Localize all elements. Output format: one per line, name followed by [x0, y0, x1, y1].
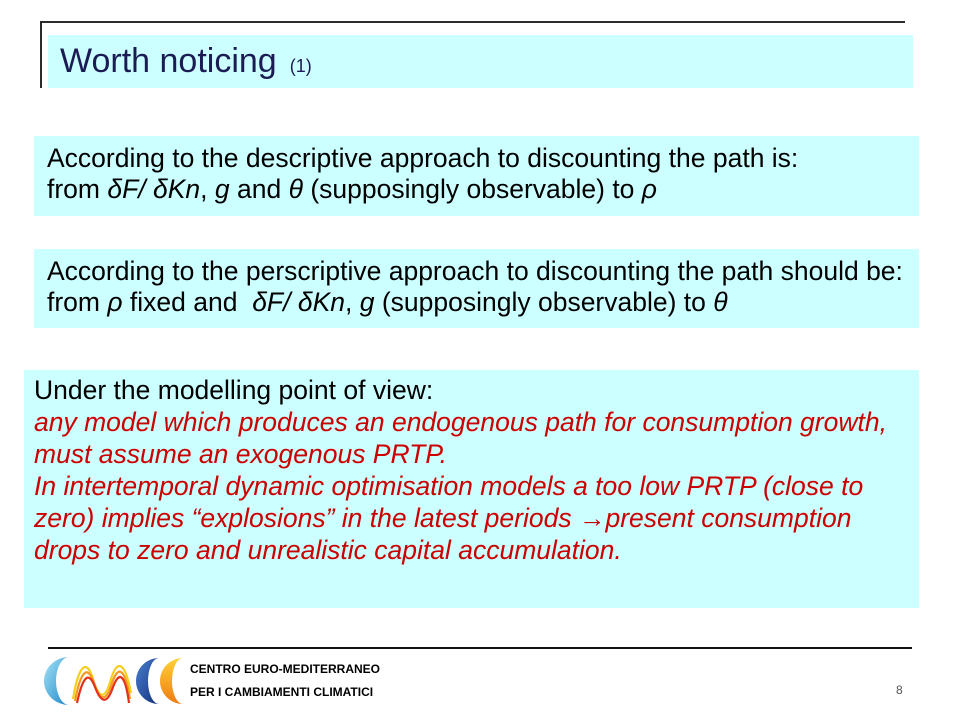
text-segment: from [47, 287, 108, 317]
title-bar [48, 35, 913, 88]
text-segment: , [344, 287, 360, 317]
modelling-line-1: any model which produces an endogenous path for consumption growth, [34, 407, 887, 437]
modelling-line-5: drops to zero and unrealistic capital accumulation. [34, 535, 622, 565]
logo-cyan-crescent [44, 657, 69, 705]
logo-wave-yellow [73, 666, 131, 699]
cmcc-logo-icon [42, 655, 184, 707]
left-rule [40, 21, 42, 88]
modelling-line-4: zero) implies “explosions” in the latest periods →present consumption [34, 503, 852, 533]
descriptive-line-2 [47, 174, 919, 205]
logo-wave-orange [75, 672, 130, 701]
slide-title-suffix: (1) [289, 56, 312, 76]
logo-orange-crescent [160, 658, 183, 704]
text-segment: (supposingly observable) to [302, 174, 642, 204]
slide-title: Worth noticing [60, 42, 277, 80]
modelling-heading: Under the modelling point of view: [34, 375, 434, 405]
org-name-line-2: PER I CAMBIAMENTI CLIMATICI [190, 685, 374, 699]
math-symbol: δF/ δKn [107, 174, 201, 204]
logo-wave-red [77, 677, 129, 703]
text-segment: fixed and [122, 287, 253, 317]
prescriptive-line-2 [47, 287, 919, 318]
text-segment: , [200, 174, 215, 204]
logo-blue-crescent [136, 658, 159, 704]
math-symbol: ρ [641, 174, 657, 204]
modelling-line-2: must assume an exogenous PRTP. [34, 439, 447, 469]
math-symbol: ρ [107, 287, 123, 317]
descriptive-line-1: According to the descriptive approach to discounting the path is: [47, 143, 799, 173]
org-name-line-1: CENTRO EURO-MEDITERRANEO [190, 662, 381, 676]
modelling-viewpoint-box [24, 370, 919, 608]
math-symbol: θ [288, 174, 303, 204]
math-symbol: δF/ δKn [252, 287, 345, 317]
math-symbol: g [214, 174, 230, 204]
text-segment: (supposingly observable) to [374, 287, 714, 317]
top-rule [40, 21, 905, 23]
modelling-line-3: In intertemporal dynamic optimisation models a too low PRTP (close to [34, 471, 864, 501]
page-number: 8 [896, 683, 903, 697]
organization-name [190, 658, 380, 704]
text-segment: and [229, 174, 289, 204]
math-symbol: g [359, 287, 375, 317]
prescriptive-approach-box [34, 249, 919, 328]
prescriptive-line-1: According to the perscriptive approach to discounting the path should be: [47, 256, 903, 286]
descriptive-approach-box [34, 136, 919, 216]
math-symbol: θ [713, 287, 728, 317]
footer-rule [48, 647, 912, 649]
text-segment: from [47, 174, 108, 204]
